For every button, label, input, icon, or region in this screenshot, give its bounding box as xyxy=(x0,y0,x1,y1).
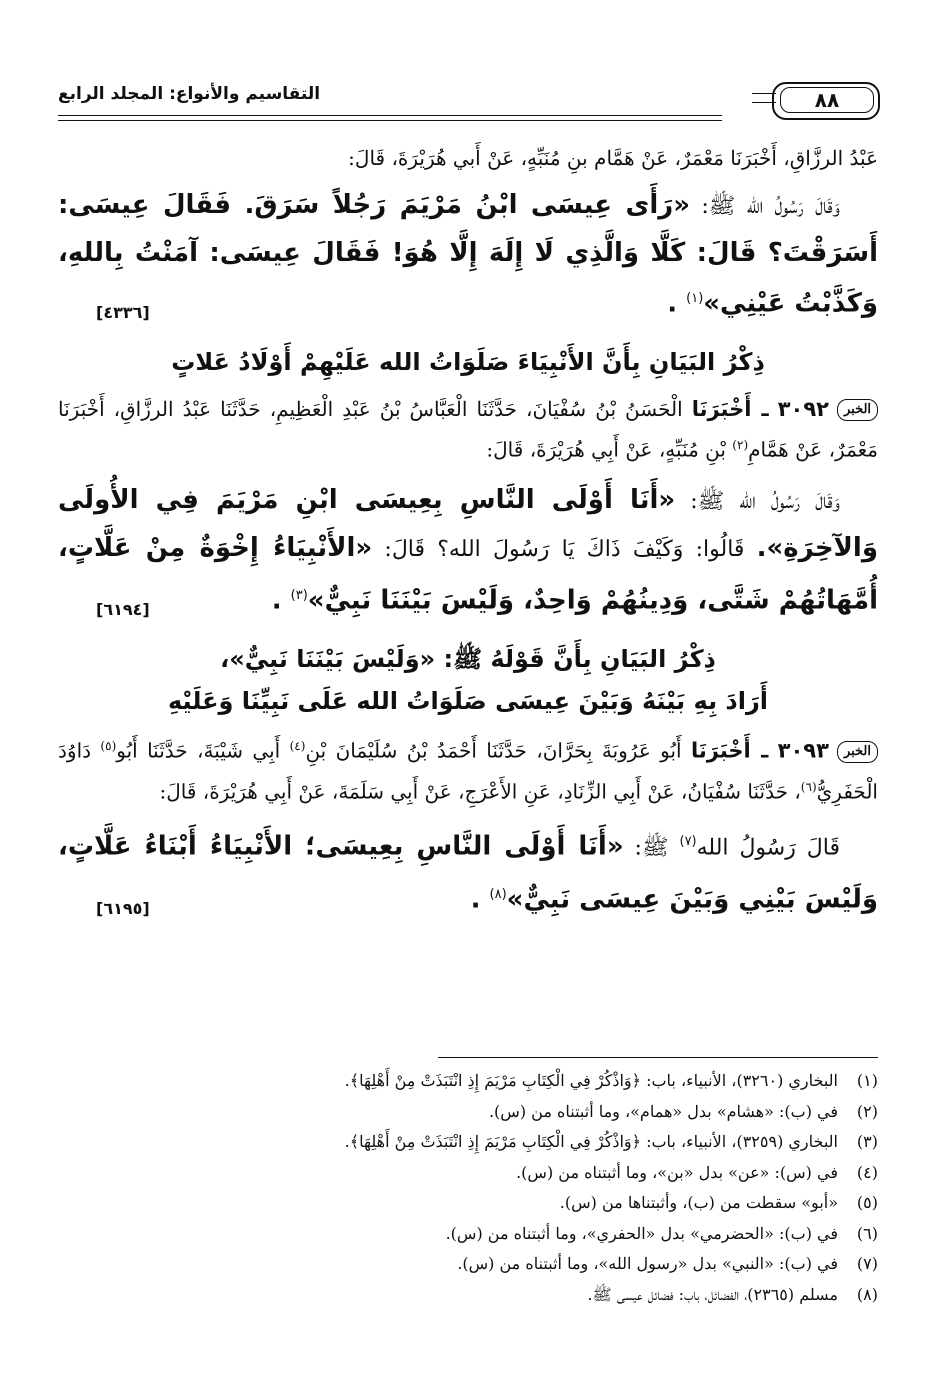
page-number-frame xyxy=(772,82,880,120)
hadith-number: ٣٠٩٣ xyxy=(777,738,829,763)
footnote xyxy=(58,1188,878,1219)
hadith-matn: «أَنَا أَوْلَى النَّاسِ بِعِيسَى؛ الأَنْبِيَاءُ أَبْنَاءُ عَلَّاتٍ، وَلَيْسَ بَيْنِي وَبَيْنَ عِيسَى نَبِيٌّ» xyxy=(58,831,878,915)
footnote-marker: (٦) xyxy=(800,779,817,794)
footnote-separator xyxy=(438,1057,878,1058)
akhbarana: ـ أَخْبَرَنَا xyxy=(691,396,769,421)
footnote-text: في (ب): «الحضرمي» بدل «الحفري»، وما أثبتناه من (س). xyxy=(445,1223,838,1243)
footnote-text: مسلم (٢٣٦٥)، الفضائل، باب: فضائل عيسى ﷺ. xyxy=(587,1284,838,1304)
footnote-text: في (ب): «هشام» بدل «همام»، وما أثبتناه من (س). xyxy=(488,1101,838,1121)
footnote xyxy=(58,1249,878,1280)
footnotes xyxy=(58,1066,878,1310)
footnote-number: (٨) xyxy=(856,1284,878,1304)
footnote-number: (٧) xyxy=(856,1254,878,1273)
footnote xyxy=(58,1158,878,1189)
footnote-number: (٣) xyxy=(856,1132,878,1151)
footnote-marker: (٤) xyxy=(289,738,306,753)
footnote xyxy=(58,1066,878,1097)
isnad-chain: دَاوُدَ الْحَفَرِيُّ xyxy=(58,738,878,804)
header-ornament-line xyxy=(752,102,776,103)
hadith-end: . xyxy=(470,884,490,915)
footnote-text: «أبو» سقطت من (ب)، وأثبتناها من (س). xyxy=(559,1193,838,1212)
footnote-number: (٢) xyxy=(856,1101,878,1121)
section-heading: ذِكْرُ البَيَانِ بِأَنَّ الأَنْبِيَاءَ صَلَوَاتُ الله عَلَيْهِمْ أَوْلَادُ عَلاتٍ xyxy=(171,347,765,376)
isnad-chain: عَبْدُ الرزَّاقِ، أَخْبَرَنَا مَعْمَرٌ، عَنْ هَمَّام بنِ مُنَبِّهٍ، عَنْ أَبي هُرَيْرَةَ، قَالَ: xyxy=(348,146,878,170)
running-title: التقاسيم والأنواع: المجلد الرابع xyxy=(58,84,321,104)
footnote xyxy=(58,1127,878,1158)
hadith-end: . xyxy=(667,288,687,319)
hadith-mid: قَالُوا: وَكَيْفَ ذَاكَ يَا رَسُولَ الله؟ قَالَ: xyxy=(372,537,757,563)
footnote xyxy=(58,1097,878,1128)
footnote-marker: (٥) xyxy=(100,738,117,753)
header-rule xyxy=(58,120,722,121)
footnote-number: (٦) xyxy=(856,1223,878,1243)
footnote-text: البخاري (٣٢٦٠)، الأنبياء، باب: ﴿وَاذْكُرْ فِي الْكِتَابِ مَرْيَمَ إِذِ انْتَبَذَتْ مِنْ أَهْلِهَا﴾. xyxy=(344,1071,838,1090)
isnad-chain: الْحَسَنُ بْنُ سُفْيَانَ، حَدَّثَنَا الْعَبَّاسُ بْنُ عَبْدِ الْعَظِيمِ، حَدَّثَنَا عَبْدُ الرزَّاقِ، أَخْبَرَنَا مَعْمَرٌ، عَنْ هَمَّامِ xyxy=(58,396,878,462)
hadith-lead: وَقَالَ رَسُولُ الله ﷺ: xyxy=(690,194,840,219)
footnote-marker: (٧) xyxy=(679,834,697,850)
hadith-isnad xyxy=(58,728,878,809)
khabar-tag: الخبر xyxy=(837,399,878,421)
isnad-chain-end: بْنِ مُنَبِّهٍ، عَنْ أَبِي هُرَيْرَةَ، قَالَ: xyxy=(486,437,733,462)
hadith-reference: [٦١٩٤] xyxy=(96,600,150,620)
hadith-matn: «أَنَا أَوْلَى النَّاسِ بِعِيسَى ابْنِ مَرْيَمَ فِي الأُولَى وَالآخِرَةِ». xyxy=(58,485,878,564)
hadith-end: . xyxy=(271,585,291,616)
section-heading: ذِكْرُ البَيَانِ بِأَنَّ قَوْلَهُ ﷺ: «وَلَيْسَ بَيْنَنَا نَبِيٌّ»، xyxy=(220,644,716,673)
footnote-marker: (١) xyxy=(686,291,704,306)
hadith-text xyxy=(58,477,878,624)
hadith-matn: «الأَنْبِيَاءُ إِخْوَةٌ مِنْ عَلَّاتٍ، أُمَّهَاتُهُمْ شَتَّى، وَدِينُهُمْ وَاحِدٌ، وَلَيْسَ بَيْنَنَا نَبِيٌّ» xyxy=(58,533,878,616)
footnote-text: البخاري (٣٢٥٩)، الأنبياء، باب: ﴿وَاذْكُرْ فِي الْكِتَابِ مَرْيَمَ إِذِ انْتَبَذَتْ مِنْ أَهْلِهَا﴾. xyxy=(344,1132,838,1151)
footnote-number: (٥) xyxy=(856,1193,878,1212)
isnad-chain: أَبُو عَرُوبَةَ بِحَرَّانَ، حَدَّثَنَا أَحْمَدُ بْنُ سُلَيْمَانَ بْنِ xyxy=(305,738,691,763)
header-rule xyxy=(58,115,722,116)
isnad-chain-end: ، حَدَّثَنَا سُفْيَانُ، عَنْ أَبِي الزِّنَادِ، عَنِ الأَعْرَجِ، عَنْ أَبِي سَلَمَةَ، عَنْ أَبِي هُرَيْرَةَ، قَالَ: xyxy=(159,779,801,804)
section-heading-line2: أَرَادَ بِهِ بَيْنَهُ وَبَيْنَ عِيسَى صَلَوَاتُ الله عَلَى نَبِيِّنَا وَعَلَيْهِ xyxy=(167,686,769,715)
hadith-reference: [٦١٩٥] xyxy=(96,898,150,918)
hadith-lead: وَقَالَ رَسُولُ الله ﷺ: xyxy=(675,489,840,515)
hadith-isnad xyxy=(58,391,878,468)
isnad-chain: أَبِي شَيْبَةَ، حَدَّثَنَا أَبُو xyxy=(116,738,290,763)
footnote-marker: (٢) xyxy=(732,437,749,452)
footnote-marker: (٣) xyxy=(290,588,308,604)
hadith-text xyxy=(58,819,878,922)
hadith-lead: قَالَ رَسُولُ الله xyxy=(696,835,840,861)
footnote-text: في (ب): «النبي» بدل «رسول الله»، وما أثبتناه من (س). xyxy=(457,1254,838,1273)
khabar-tag: الخبر xyxy=(837,741,878,763)
hadith-number: ٣٠٩٢ xyxy=(777,396,829,421)
akhbarana: ـ أَخْبَرَنَا xyxy=(691,738,769,763)
footnote xyxy=(58,1219,878,1250)
hadith-reference: [٤٣٣٦] xyxy=(96,303,150,322)
footnote-text: في (س): «عن» بدل «بن»، وما أثبتناه من (س). xyxy=(516,1162,838,1182)
footnote xyxy=(58,1280,878,1311)
footnote-number: (١) xyxy=(856,1071,878,1090)
header-ornament-line xyxy=(752,93,776,94)
footnote-marker: (٨) xyxy=(489,886,507,902)
hadith-lead-salla: ﷺ: xyxy=(623,835,680,861)
hadith-text xyxy=(58,182,878,327)
hadith-matn: «رَأَى عِيسَى ابْنُ مَرْيَمَ رَجُلاً سَرَقَ. فَقَالَ عِيسَى: أَسَرَقْتَ؟ قَالَ: كَلَّا وَالَّذِي لَا إِلَهَ إِلَّا هُوَ! فَقَالَ عِيسَى: آمَنْتُ بِاللهِ، وَكَذَّبْتُ عَيْنِي» xyxy=(58,190,878,319)
page-number: ٨٨ xyxy=(780,87,874,113)
footnote-number: (٤) xyxy=(856,1162,878,1182)
main-text xyxy=(58,140,878,932)
